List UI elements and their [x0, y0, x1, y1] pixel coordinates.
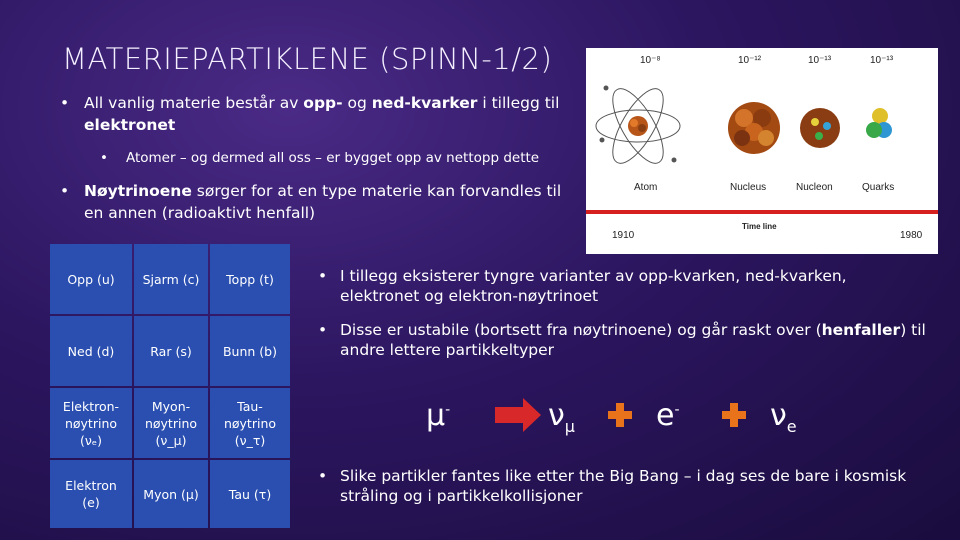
bullet-text: All vanlig materie består av opp- og ned-kvarker i tillegg til elektronet [84, 94, 560, 134]
plus-icon [608, 403, 632, 427]
arrow-icon [495, 398, 543, 432]
figure-exponent: 10⁻¹² [738, 55, 762, 66]
table-cell: Myon (μ) [134, 460, 208, 528]
bullet-big-bang [318, 466, 928, 506]
bullet-tyngre [318, 266, 928, 306]
bullet-ustabile [318, 320, 928, 360]
figure-exponent: 10⁻¹³ [808, 55, 832, 66]
plus-icon [722, 403, 746, 427]
bullet-materie [60, 92, 580, 136]
bullet-text: Slike partikler fantes like etter the Big Bang – i dag ses de bare i kosmisk stråling og i partikkelkollisjoner [340, 467, 907, 505]
figure-label: Nucleus [730, 182, 767, 193]
nucleus-icon [728, 102, 780, 154]
table-cell: Tau (τ) [210, 460, 290, 528]
table-cell: Sjarm (c) [134, 244, 208, 314]
timeline-year: 1980 [900, 230, 923, 241]
electron-neutrino-symbol: $\nu_e$ [770, 398, 797, 436]
table-cell: Rar (s) [134, 316, 208, 386]
table-cell: Tau- nøytrino (ν_τ) [210, 388, 290, 458]
figure-exponent: 10⁻⁸ [640, 55, 661, 66]
nucleon-icon [800, 108, 840, 148]
bullet-dot: • [318, 321, 328, 339]
atom-scale-figure [586, 48, 938, 254]
bullet-dot: • [318, 267, 328, 285]
muon-symbol: μ- [426, 398, 451, 433]
table-cell: Elektron- nøytrino (νₑ) [50, 388, 132, 458]
bullet-atomer [100, 150, 539, 166]
bullet-text: Disse er ustabile (bortsett fra nøytrinoene) og går raskt over (henfaller) til andre lettere partikkeltyper [340, 321, 926, 359]
bullet-noytrinoene [60, 180, 580, 224]
table-cell: Bunn (b) [210, 316, 290, 386]
figure-exponent: 10⁻¹³ [870, 55, 894, 66]
table-cell: Opp (u) [50, 244, 132, 314]
table-cell: Myon- nøytrino (ν_μ) [134, 388, 208, 458]
table-cell: Elektron (e) [50, 460, 132, 528]
slide-title: MATERIEPARTIKLENE (SPINN-1/2) [62, 42, 553, 76]
bullet-dot: • [60, 182, 70, 200]
bullet-text: Nøytrinoene sørger for at en type materie kan forvandles til en annen (radioaktivt henfall) [84, 182, 562, 222]
timeline-bar [586, 210, 938, 214]
muon-neutrino-symbol: $\nu_\mu$ [548, 398, 575, 436]
figure-label: Nucleon [796, 182, 833, 193]
timeline-year: 1910 [612, 230, 635, 241]
bullet-dot: • [100, 150, 108, 166]
figure-label: Atom [634, 182, 658, 193]
timeline-label: Time line [742, 222, 777, 231]
figure-label: Quarks [862, 182, 895, 193]
bullet-dot: • [60, 94, 70, 112]
quarks-icon [866, 108, 892, 138]
electron-symbol: e- [656, 398, 680, 433]
table-cell: Topp (t) [210, 244, 290, 314]
table-cell: Ned (d) [50, 316, 132, 386]
bullet-dot: • [318, 467, 328, 485]
bullet-text: I tillegg eksisterer tyngre varianter av opp-kvarken, ned-kvarken, elektronet og elektron-nøytrinoet [340, 267, 847, 305]
bullet-text: Atomer – og dermed all oss – er bygget opp av nettopp dette [125, 150, 540, 166]
